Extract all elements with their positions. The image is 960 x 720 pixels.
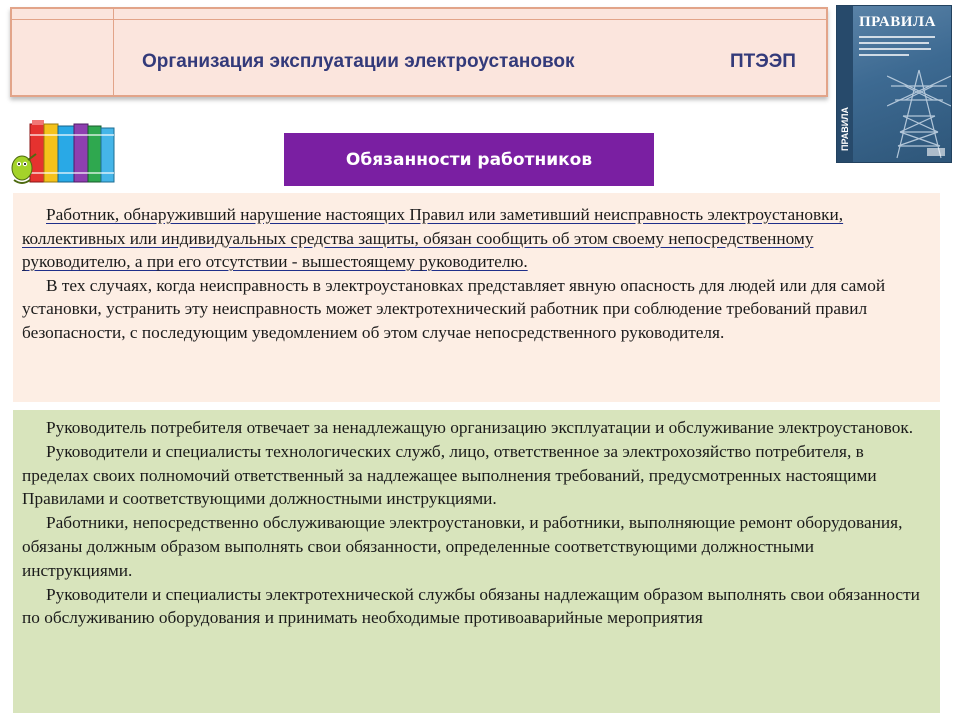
- page-title: Организация эксплуатации электроустановок: [142, 51, 575, 72]
- book-spine: [837, 6, 853, 162]
- book-subtitle-line: [859, 48, 931, 50]
- section-title: Обязанности работников: [345, 149, 593, 170]
- duty-paragraph: В тех случаях, когда неисправность в электроустановках представляет явную опасность для людей или для самой установки, устранить эту неисправность может электротехнический работник при соблюдение требований правил безопасности, с последующим уведомлением об этом случае непосредственного руководителя.: [22, 275, 886, 342]
- book-spine-text: ПРАВИЛА: [840, 107, 850, 151]
- responsibility-paragraph: Работники, непосредственно обслуживающие электроустановки, и работники, выполняющие ремонт оборудования, обязаны должным образом выполнять свои обязанности, определенные соответствующими должностными инструкциями.: [22, 513, 903, 580]
- responsibility-paragraph: Руководители и специалисты электротехнической службы обязаны надлежащим образом выполнять свои обязанности по обслуживанию оборудования и принимать необходимые противоаварийные мероприятия: [22, 584, 920, 628]
- rules-book-cover-image: [836, 5, 952, 163]
- header-divider-vertical: [113, 9, 114, 95]
- book-subtitle-line: [859, 42, 929, 44]
- responsibility-paragraph: Руководители и специалисты технологических служб, лицо, ответственное за электрохозяйство потребителя, в пределах своих полномочий ответственный за надлежащее выполнения требований, предусмотренных настоящими Правилами и соответствующими должностными инструкциями.: [22, 441, 877, 509]
- publisher-logo: [927, 148, 945, 156]
- books-icon: [8, 116, 118, 188]
- book-subtitle-line: [859, 36, 935, 38]
- header-divider-horizontal: [12, 19, 826, 20]
- duty-paragraph: Работник, обнаруживший нарушение настоящих Правил или заметивший неисправность электроустановки, коллективных или индивидуальных средства защиты, обязан сообщить об этом своему непосредственному руководителю, а при его отсутствии - вышестоящему руководителю.: [22, 205, 844, 272]
- notification-duty-box: [13, 193, 940, 402]
- book-subtitle-line: [859, 54, 909, 56]
- book-title: ПРАВИЛА: [859, 14, 936, 30]
- document-code: ПТЭЭП: [730, 51, 796, 72]
- responsibility-paragraph: Руководитель потребителя отвечает за ненадлежащую организацию эксплуатации и обслуживание электроустановок.: [46, 418, 914, 437]
- section-banner: [284, 133, 654, 186]
- responsibility-box: [13, 410, 940, 713]
- header-table: [10, 7, 828, 97]
